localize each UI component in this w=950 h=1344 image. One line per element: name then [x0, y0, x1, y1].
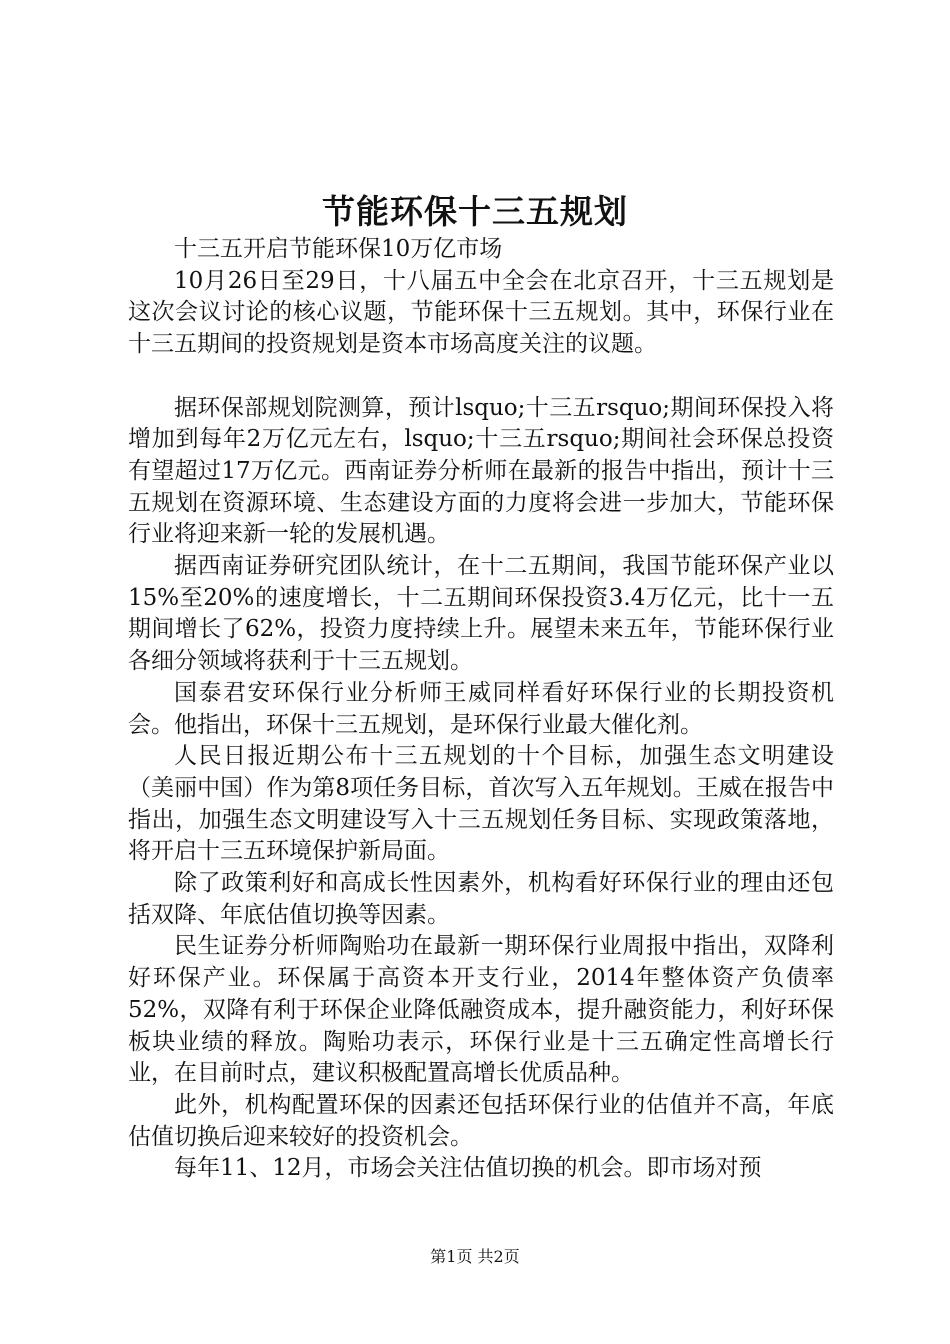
paragraph: 民生证券分析师陶贻功在最新一期环保行业周报中指出，双降利好环保产业。环保属于高资本开支行业，2014年整体资产负债率52%，双降有利于环保企业降低融资成本，提升融资能力，利好环保板块业绩的释放。陶贻功表示，环保行业是十三五确定性高增长行业，在目前时点，建议积极配置高增长优质品种。 — [128, 933, 834, 1087]
paragraph: 除了政策利好和高成长性因素外，机构看好环保行业的理由还包括双降、年底估值切换等因素。 — [128, 870, 834, 928]
document-body — [128, 234, 834, 1185]
paragraph: 10月26日至29日，十八届五中全会在北京召开，十三五规划是这次会议讨论的核心议题，节能环保十三五规划。其中，环保行业在十三五期间的投资规划是资本市场高度关注的议题。 — [128, 267, 834, 358]
document-title: 节能环保十三五规划 — [322, 192, 628, 231]
paragraph: 人民日报近期公布十三五规划的十个目标，加强生态文明建设（美丽中国）作为第8项任务目标，首次写入五年规划。王威在报告中指出，加强生态文明建设写入十三五规划任务目标、实现政策落地，将开启十三五环境保护新局面。 — [128, 743, 834, 865]
paragraph: 此外，机构配置环保的因素还包括环保行业的估值并不高，年底估值切换后迎来较好的投资机会。 — [128, 1091, 834, 1150]
paragraph: 据西南证券研究团队统计，在十二五期间，我国节能环保产业以15%至20%的速度增长，十二五期间环保投资3.4万亿元，比十一五期间增长了62%，投资力度持续上升。展望未来五年，节能环保行业各细分领域将获利于十三五规划。 — [128, 553, 834, 675]
paragraph: 每年11、12月，市场会关注估值切换的机会。即市场对预 — [174, 1155, 762, 1182]
page-footer: 第1页 共2页 — [430, 1247, 520, 1266]
paragraph: 据环保部规划院测算，预计lsquo;十三五rsquo;期间环保投入将增加到每年2万亿元左右，lsquo;十三五rsquo;期间社会环保总投资有望超过17万亿元。西南证券分析师在最新的报告中指出，预计十三五规划在资源环境、生态建设方面的力度将会进一步加大，节能环保行业将迎来新一轮的发展机遇。 — [128, 394, 834, 548]
paragraph-subtitle: 十三五开启节能环保10万亿市场 — [174, 236, 503, 262]
paragraph: 国泰君安环保行业分析师王威同样看好环保行业的长期投资机会。他指出，环保十三五规划，是环保行业最大催化剂。 — [128, 679, 834, 738]
